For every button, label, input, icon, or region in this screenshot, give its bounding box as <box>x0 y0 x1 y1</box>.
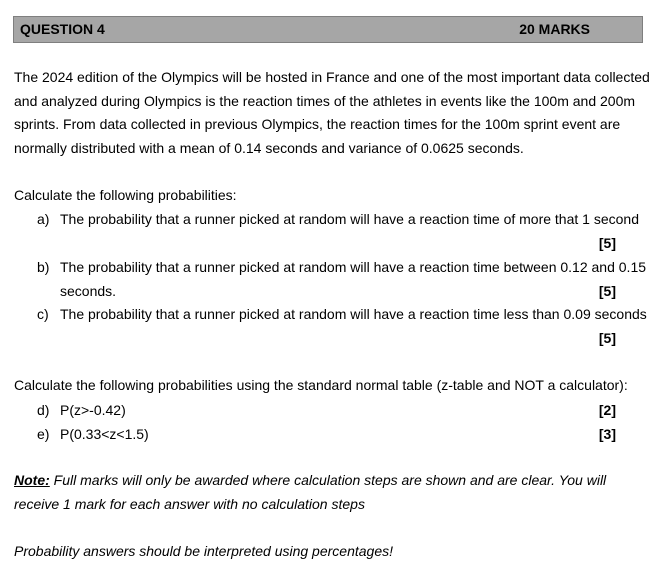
item-a-text: The probability that a runner picked at random will have a reaction time of more that 1 second <box>60 211 639 227</box>
item-b-label: b) <box>37 259 50 275</box>
item-a-marks: [5] <box>598 235 616 251</box>
item-c-marks: [5] <box>598 330 616 346</box>
item-d-label: d) <box>37 402 50 418</box>
item-a-label: a) <box>37 211 50 227</box>
question-title: QUESTION 4 <box>20 21 105 37</box>
question-header <box>13 16 643 43</box>
item-c-label: c) <box>37 306 49 322</box>
part1-heading: Calculate the following probabilities: <box>14 187 237 203</box>
item-e-text: P(0.33<z<1.5) <box>60 426 149 442</box>
note-label: Note: <box>14 472 50 488</box>
part2-heading: Calculate the following probabilities using the standard normal table (z-table and NOT a calculator): <box>14 377 628 393</box>
item-d-marks: [2] <box>598 402 616 418</box>
note-text: Full marks will only be awarded where calculation steps are shown and are clear. You will <box>49 472 607 488</box>
intro-paragraph: The 2024 edition of the Olympics will be hosted in France and one of the most important data collected and analyzed during Olympics is the reaction times of the athletes in events like the 100m and 200m sprints. From data collected in previous Olympics, the reaction times for the 100m sprint event are normally distributed with a mean of 0.14 seconds and variance of 0.0625 seconds. <box>14 69 650 156</box>
item-b-text-cont: seconds. <box>60 283 117 299</box>
item-b-marks: [5] <box>598 283 616 299</box>
item-d-text: P(z>-0.42) <box>60 402 126 418</box>
footer-instruction: Probability answers should be interpreted using percentages! <box>14 543 394 559</box>
total-marks: 20 MARKS <box>519 21 590 37</box>
item-e-marks: [3] <box>598 426 616 442</box>
item-e-label: e) <box>37 426 50 442</box>
note-text-cont: receive 1 mark for each answer with no calculation steps <box>14 496 365 512</box>
item-b-text: The probability that a runner picked at random will have a reaction time between 0.12 and 0.15 <box>60 259 647 275</box>
item-c-text: The probability that a runner picked at random will have a reaction time less than 0.09 seconds <box>60 306 647 322</box>
note-line <box>14 472 606 488</box>
